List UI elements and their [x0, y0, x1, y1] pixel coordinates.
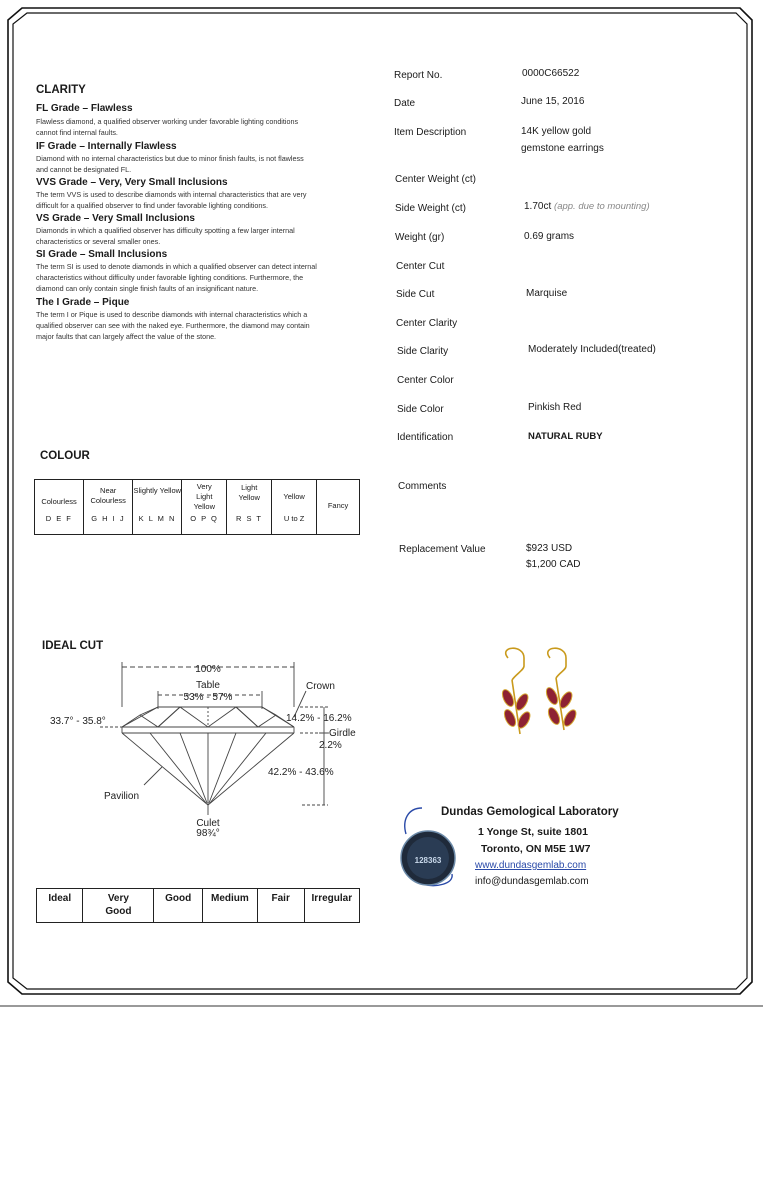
culet-label: Culet	[196, 818, 220, 829]
replacement-label: Replacement Value	[399, 544, 486, 555]
grade-heading: FL Grade – Flawless	[36, 103, 133, 114]
grade-text: The term VVS is used to describe diamonds with internal characteristics that are very	[36, 190, 307, 199]
grade-text: difficult for a qualified observer to find under favorable lighting conditions.	[36, 201, 269, 210]
grade-text: major faults that can largely affect the value of the stone.	[36, 332, 217, 341]
colour-grades: O P Q	[190, 514, 219, 523]
grade-text: cannot find internal faults.	[36, 128, 118, 137]
cut-grade-cell: Good	[154, 889, 203, 923]
grade-text: Diamond with no internal characteristics but due to minor finish faults, is not flawless	[36, 154, 304, 163]
cut-grade-cell: Very Good	[83, 889, 154, 923]
side-clarity: Moderately Included(treated)	[528, 344, 656, 355]
replacement-cad: $1,200 CAD	[526, 559, 581, 570]
grade-if	[36, 141, 356, 175]
field-label: Center Weight (ct)	[395, 174, 476, 185]
crown-label: Crown	[306, 681, 335, 692]
clarity-grades	[36, 103, 356, 342]
grade-vs	[36, 213, 356, 247]
field-label: Side Clarity	[397, 346, 449, 357]
lab-email[interactable]: info@dundasgemlab.com	[475, 876, 589, 887]
item-description-2: gemstone earrings	[521, 143, 604, 154]
grade-heading: VVS Grade – Very, Very Small Inclusions	[36, 177, 228, 188]
colour-title: COLOUR	[40, 450, 90, 462]
colour-name: Colourless	[41, 497, 77, 506]
grade-heading: The I Grade – Pique	[36, 297, 130, 308]
side-weight-value: 1.70ct	[524, 201, 552, 212]
lab-address-2: Toronto, ON M5E 1W7	[481, 843, 591, 855]
field-label: Item Description	[394, 127, 467, 138]
colour-grades: R S T	[235, 514, 263, 523]
grade-i	[36, 297, 356, 342]
report-date: June 15, 2016	[521, 96, 585, 107]
grade-text: The term SI is used to denote diamonds in which a qualified observer can detect internal	[36, 262, 317, 271]
side-weight	[524, 201, 650, 212]
grade-vvs	[36, 177, 356, 211]
colour-grades: U to Z	[283, 514, 305, 523]
colour-grades: D E F	[45, 514, 73, 523]
weight-gr: 0.69 grams	[524, 231, 575, 242]
cut-grade-cell: Ideal	[37, 889, 83, 923]
girdle-label: Girdle	[329, 728, 356, 739]
ideal-cut-title: IDEAL CUT	[42, 640, 104, 652]
colour-grades: G H I J	[91, 514, 126, 523]
grade-si	[36, 249, 356, 294]
cut-grade-table	[36, 888, 360, 923]
grade-heading: SI Grade – Small Inclusions	[36, 249, 168, 260]
field-label: Side Weight (ct)	[395, 203, 466, 214]
grade-text: and cannot be designated FL.	[36, 165, 132, 174]
colour-name: Very Light Yellow	[193, 482, 215, 511]
grade-heading: IF Grade – Internally Flawless	[36, 141, 177, 152]
colour-cell	[227, 480, 272, 535]
diamond-cut-diagram	[40, 655, 370, 840]
grade-fl	[36, 103, 356, 138]
hologram-number: 128363	[414, 856, 442, 865]
grade-text: The term I or Pique is used to describe diamonds with internal characteristics which a	[36, 310, 308, 319]
pavilion-label: Pavilion	[104, 791, 140, 802]
colour-cell	[317, 480, 360, 535]
field-label: Identification	[397, 432, 454, 443]
pavilion-depth: 42.2% - 43.6%	[268, 767, 334, 778]
cut-grade-cell: Medium	[203, 889, 258, 923]
grade-heading: VS Grade – Very Small Inclusions	[36, 213, 195, 224]
grade-text: Diamonds in which a qualified observer has difficulty spotting a few larger internal	[36, 226, 295, 235]
field-label: Center Cut	[396, 261, 445, 272]
table-label: Table	[196, 680, 220, 691]
width-label: 100%	[195, 664, 221, 675]
grade-text: diamond can only contain single finish faults of an insignificant nature.	[36, 284, 259, 293]
field-label: Side Cut	[396, 289, 435, 300]
side-weight-note: (app. due to mounting)	[554, 201, 650, 212]
clarity-title: CLARITY	[36, 84, 86, 96]
report-number: 0000C66522	[522, 68, 580, 79]
grade-text: qualified observer can see with the naked eye. Furthermore, the diamond may contain	[36, 321, 310, 330]
colour-name: Yellow	[283, 492, 305, 501]
colour-cell	[272, 480, 317, 535]
colour-name: Light Yellow	[238, 483, 260, 502]
field-label: Weight (gr)	[395, 232, 445, 243]
lab-address-1: 1 Yonge St, suite 1801	[478, 826, 588, 838]
earrings-photo	[490, 644, 590, 744]
grade-text: characteristics or several smaller ones.	[36, 237, 161, 246]
side-color: Pinkish Red	[528, 402, 582, 413]
crown-angle: 33.7° - 35.8°	[50, 716, 106, 727]
colour-name: Near Colourless	[90, 486, 126, 505]
colour-cell	[84, 480, 133, 535]
colour-cell	[35, 480, 84, 535]
lab-name: Dundas Gemological Laboratory	[441, 806, 619, 818]
crown-height: 14.2% - 16.2%	[286, 713, 352, 724]
colour-cell	[182, 480, 227, 535]
grade-text: Flawless diamond, a qualified observer working under favorable lighting conditions	[36, 117, 299, 126]
replacement-usd: $923 USD	[526, 543, 573, 554]
field-label: Side Color	[397, 404, 444, 415]
colour-scale-table	[34, 479, 360, 535]
grade-text: characteristics without difficulty under favorable lighting conditions. Furthermore, the	[36, 273, 304, 282]
field-label: Report No.	[394, 70, 443, 81]
colour-name: Slightly Yellow	[133, 486, 182, 495]
field-label: Center Color	[397, 375, 454, 386]
cut-grade-cell: Irregular	[304, 889, 359, 923]
colour-name: Fancy	[327, 501, 349, 510]
cut-grade-cell: Fair	[257, 889, 304, 923]
culet-pct: 98¾°	[196, 828, 220, 839]
girdle-pct: 2.2%	[319, 740, 342, 751]
colour-grades: K L M N	[138, 514, 176, 523]
side-cut: Marquise	[526, 288, 568, 299]
identification: NATURAL RUBY	[528, 431, 603, 442]
colour-cell	[133, 480, 182, 535]
lab-website-link[interactable]: www.dundasgemlab.com	[475, 860, 587, 871]
item-description: 14K yellow gold	[521, 126, 592, 137]
comments-label: Comments	[398, 481, 447, 492]
field-label: Date	[394, 98, 416, 109]
field-label: Center Clarity	[396, 318, 458, 329]
table-pct: 53% - 57%	[183, 692, 233, 703]
